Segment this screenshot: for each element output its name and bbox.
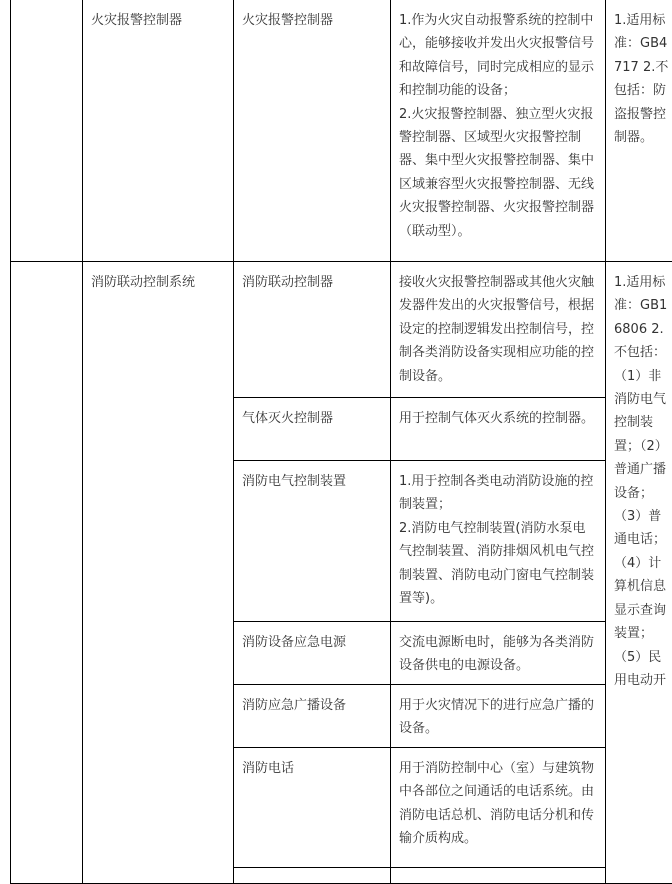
product-name: 火灾报警控制器	[242, 13, 333, 28]
product-name-cell	[234, 461, 391, 622]
product-name-cell	[234, 398, 391, 461]
notes-text: 1.适用标准：GB16806 2.不包括：（1）非消防电气控制装置；（2）普通广播设备；（3）普通电话；（4）计算机信息显示查询装置；（5）民用电动开	[614, 271, 672, 692]
description-cell	[391, 398, 606, 461]
product-scope-table	[10, 0, 672, 884]
notes-cell	[606, 0, 672, 262]
category-label: 消防联动控制系统	[91, 275, 195, 290]
product-name-cell	[234, 685, 391, 748]
description-cell	[391, 262, 606, 398]
product-name: 消防电气控制装置	[242, 474, 346, 489]
product-name: 消防设备应急电源	[242, 635, 346, 650]
product-name-cell	[234, 748, 391, 868]
product-name-cell	[234, 0, 391, 262]
description-line: 1.作为火灾自动报警系统的控制中心，能够接收并发出火灾报警信号和故障信号，同时完成相应的显示和控制功能的设备；	[399, 9, 597, 103]
description-line: 1.用于控制各类电动消防设施的控制装置；	[399, 470, 597, 517]
description-line: 接收火灾报警控制器或其他火灾触发器件发出的火灾报警信号，根据设定的控制逻辑发出控制信号，控制各类消防设备实现相应功能的控制设备。	[399, 271, 597, 388]
description-cell	[391, 685, 606, 748]
table-row	[11, 0, 672, 262]
product-name: 消防电话	[242, 761, 294, 776]
product-name: 气体灭火控制器	[242, 411, 333, 426]
description-line: 交流电源断电时，能够为各类消防设备供电的电源设备。	[399, 631, 597, 678]
table-row	[11, 262, 672, 398]
product-name-cell	[234, 262, 391, 398]
description-line: 用于消防控制中心（室）与建筑物中各部位之间通话的电话系统。由消防电话总机、消防电话分机和传输介质构成。	[399, 757, 597, 851]
description-cell	[391, 622, 606, 685]
description-line: 用于控制气体灭火系统的控制器。	[399, 407, 597, 430]
product-name-cell	[234, 868, 391, 884]
description-line: 2.消防电气控制装置(消防水泵电气控制装置、消防排烟风机电气控制装置、消防电动门窗电气控制装置等)。	[399, 517, 597, 611]
description-cell	[391, 868, 606, 884]
notes-cell	[606, 262, 672, 884]
product-name-cell	[234, 622, 391, 685]
category-cell	[83, 262, 234, 884]
product-name: 消防联动控制器	[242, 275, 333, 290]
description-cell	[391, 748, 606, 868]
notes-text: 1.适用标准：GB4717 2.不包括：防盗报警控制器。	[614, 9, 672, 149]
empty-lead-cell	[11, 0, 83, 262]
description-cell	[391, 461, 606, 622]
description-cell	[391, 0, 606, 262]
category-label: 火灾报警控制器	[91, 13, 182, 28]
description-line: 2.火灾报警控制器、独立型火灾报警控制器、区域型火灾报警控制器、集中型火灾报警控制器、集中区域兼容型火灾报警控制器、无线火灾报警控制器、火灾报警控制器（联动型）。	[399, 103, 597, 243]
product-name: 消防应急广播设备	[242, 698, 346, 713]
category-cell	[83, 0, 234, 262]
empty-lead-cell	[11, 262, 83, 884]
description-line: 用于火灾情况下的进行应急广播的设备。	[399, 694, 597, 741]
